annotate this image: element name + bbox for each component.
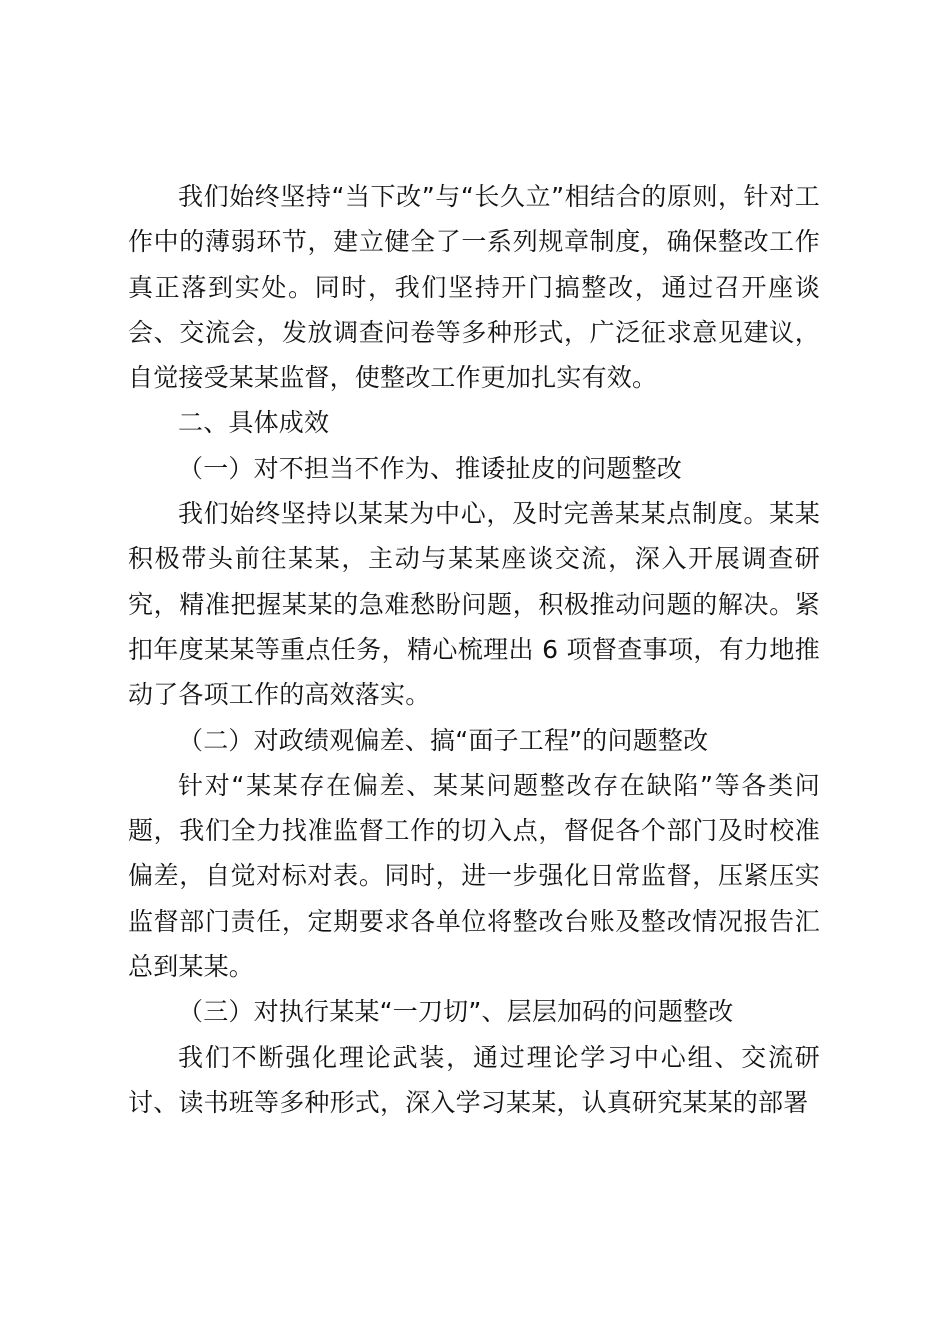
section-heading-results: 二、具体成效 [178,408,330,438]
subheading-performance-view: （二）对政绩观偏差、搞“面子工程”的问题整改 [178,725,709,755]
document-body [128,174,820,1125]
subheading-one-size-fits-all: （三）对执行某某“一刀切”、层层加码的问题整改 [178,997,734,1027]
paragraph-performance-view: 针对“某某存在偏差、某某问题整改存在缺陷”等各类问题，我们全力找准监督工作的切入点，督促各个部门及时校准偏差，自觉对标对表。同时，进一步强化日常监督，压紧压实监督部门责任，定期要求各单位将整改台账及整改情况报告汇总到某某。 [128,770,820,982]
paragraph-rectification-principle: 我们始终坚持“当下改”与“长久立”相结合的原则，针对工作中的薄弱环节，建立健全了一系列规章制度，确保整改工作真正落到实处。同时，我们坚持开门搞整改，通过召开座谈会、交流会，发放调查问卷等多种形式，广泛征求意见建议，自觉接受某某监督，使整改工作更加扎实有效。 [128,182,820,393]
paragraph-theory-study: 我们不断强化理论武装，通过理论学习中心组、交流研讨、读书班等多种形式，深入学习某某，认真研究某某的部署 [128,1042,820,1117]
paragraph-responsibility: 我们始终坚持以某某为中心，及时完善某某点制度。某某积极带头前往某某，主动与某某座谈交流，深入开展调查研究，精准把握某某的急难愁盼问题，积极推动问题的解决。紧扣年度某某等重点任务，精心梳理出 6 项督查事项，有力地推动了各项工作的高效落实。 [128,499,820,710]
subheading-responsibility: （一）对不担当不作为、推诿扯皮的问题整改 [178,453,683,483]
